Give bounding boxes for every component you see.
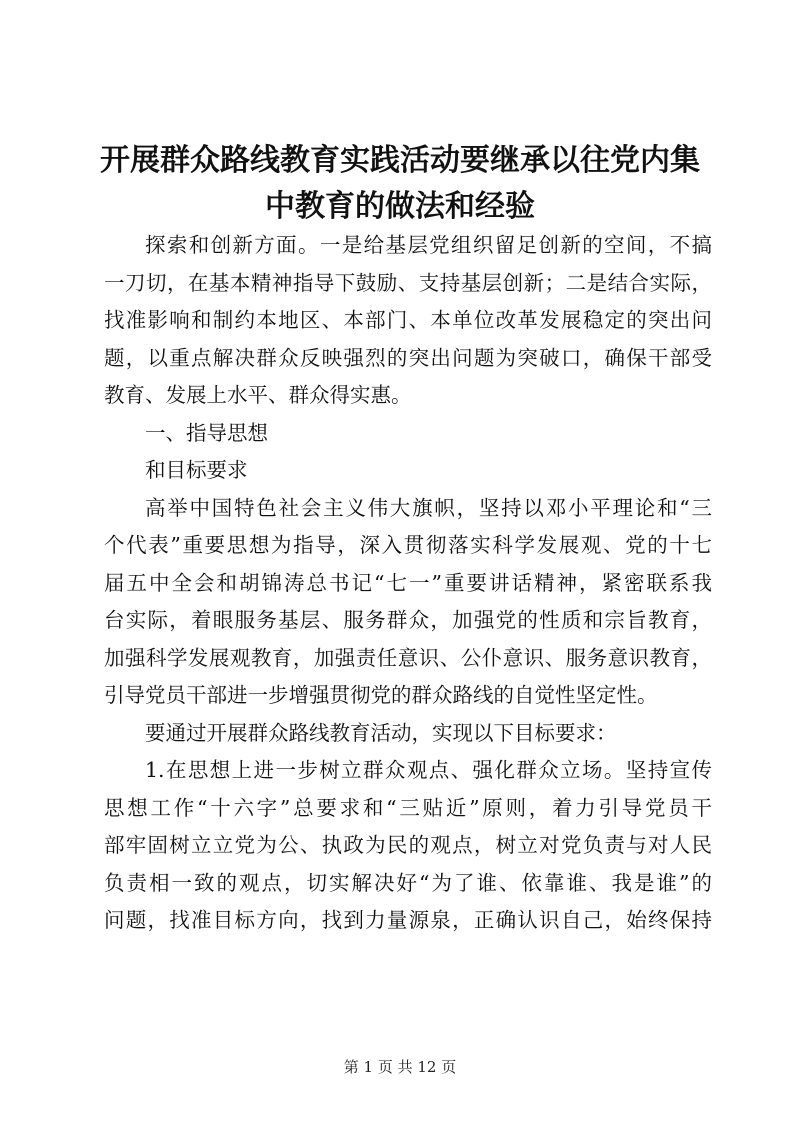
body-line: 加强科学发展观教育，加强责任意识、公仆意识、服务意识教育， [104,645,712,670]
body-line: 个代表”重要思想为指导，深入贯彻落实科学发展观、党的十七 [104,533,712,557]
title-line-2: 中教育的做法和经验 [265,189,535,224]
body-line: 部牢固树立立党为公、执政为民的观点，树立对党负责与对人民 [104,833,712,857]
section-heading-continued: 和目标要求 [145,458,248,482]
body-line: 高举中国特色社会主义伟大旗帜，坚持以邓小平理论和“三 [145,495,712,520]
body-line: 探索和创新方面。一是给基层党组织留足创新的空间，不搞 [145,233,712,257]
section-heading: 一、指导思想 [145,420,268,445]
document-body [104,227,712,940]
title-line-1: 开展群众路线教育实践活动要继承以往党内集 [100,143,700,178]
page-number-footer: 第 1 页 共 12 页 [343,1058,457,1076]
body-line: 届五中全会和胡锦涛总书记“七一”重要讲话精神，紧密联系我 [104,570,712,595]
body-line: 要通过开展群众路线教育活动，实现以下目标要求： [145,720,617,745]
body-line: 问题，找准目标方向，找到力量源泉，正确认识自己，始终保持 [104,908,712,932]
body-line: 教育、发展上水平、群众得实惠。 [104,383,412,407]
body-line: 1.在思想上进一步树立群众观点、强化群众立场。坚持宣传 [145,758,712,782]
body-line: 思想工作“十六字”总要求和“三贴近”原则，着力引导党员干 [104,795,712,820]
body-line: 题，以重点解决群众反映强烈的突出问题为突破口，确保干部受 [104,345,712,370]
body-line: 引导党员干部进一步增强贯彻党的群众路线的自觉性坚定性。 [104,683,658,707]
body-line: 负责相一致的观点，切实解决好“为了谁、依靠谁、我是谁”的 [104,870,712,895]
body-line: 找准影响和制约本地区、本部门、本单位改革发展稳定的突出问 [104,308,712,332]
body-line: 台实际，着眼服务基层、服务群众，加强党的性质和宗旨教育， [104,608,712,632]
document-title [100,138,700,230]
body-line: 一刀切，在基本精神指导下鼓励、支持基层创新；二是结合实际， [104,270,712,295]
